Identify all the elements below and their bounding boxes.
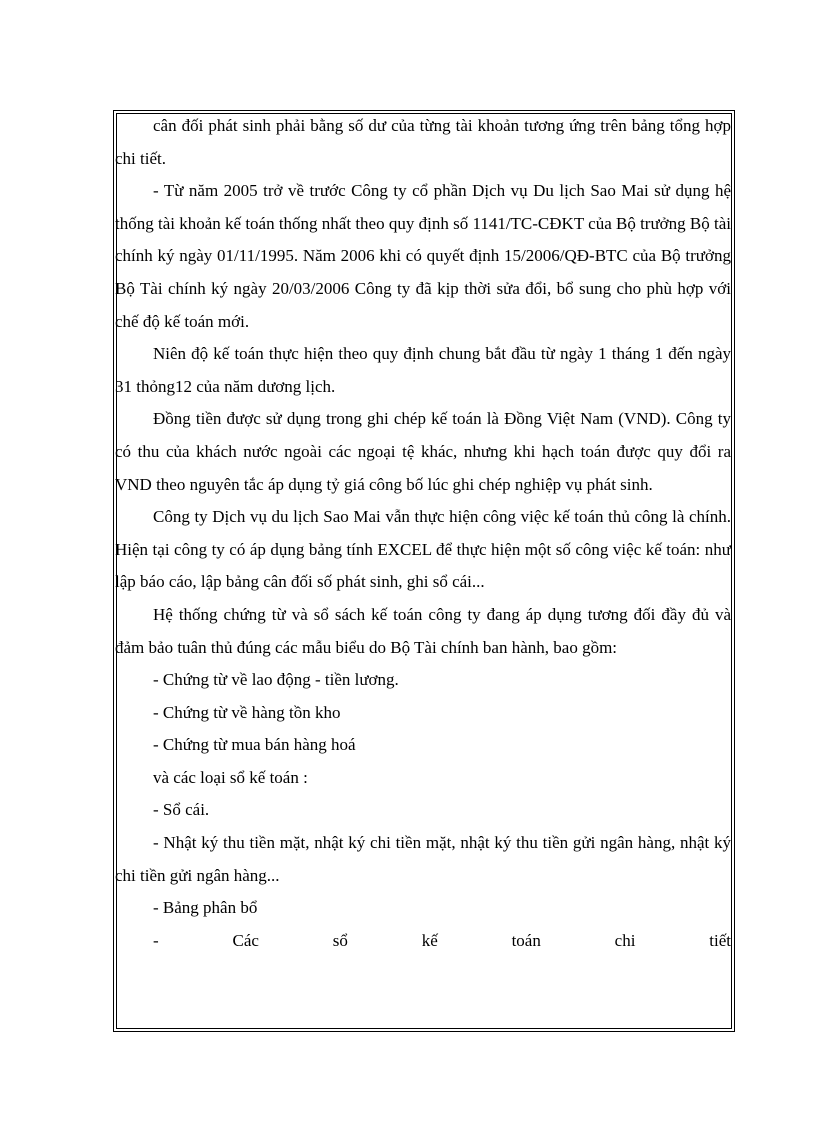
paragraph: cân đối phát sinh phải bằng số dư của từng tài khoản tương ứng trên bảng tổng hợp chi tiết. xyxy=(115,116,731,168)
list-item: - Sổ cái. xyxy=(153,800,210,820)
paragraph: Hệ thống chứng từ và sổ sách kế toán công ty đang áp dụng tương đối đầy đủ và đảm bảo tuân thủ đúng các mẫu biểu do Bộ Tài chính ban hành, bao gồm: xyxy=(115,604,731,657)
paragraph: - Từ năm 2005 trở về trước Công ty cổ phần Dịch vụ Du lịch Sao Mai sử dụng hệ thống tài khoản kế toán thống nhất theo quy định số 1141/TC-CĐKT của Bộ trưởng Bộ tài chính ký ngày 01/11/1995. Năm 2006 khi có quyết định 15/2006/QĐ-BTC của Bộ trưởng Bộ Tài chính ký ngày 20/03/2006 Công ty đã kịp thời sửa đổi, bổ sung cho phù hợp với chế độ kế toán mới. xyxy=(115,181,731,331)
list-item: - Nhật ký thu tiền mặt, nhật ký chi tiền mặt, nhật ký thu tiền gửi ngân hàng, nhật ký chi tiền gửi ngân hàng... xyxy=(115,833,731,885)
document-body xyxy=(115,110,731,957)
list-item: - Chứng từ về hàng tồn kho xyxy=(153,702,341,722)
last-line: - Các sổ kế toán chi tiết xyxy=(153,930,731,950)
list-item: - Bảng phân bổ xyxy=(153,898,258,918)
list-item: - Chứng từ về lao động - tiền lương. xyxy=(153,670,399,690)
list-item: và các loại sổ kế toán : xyxy=(153,767,308,787)
paragraph: Niên độ kế toán thực hiện theo quy định chung bắt đầu từ ngày 1 tháng 1 đến ngày 31 thỏng12 của năm dương lịch. xyxy=(115,344,731,396)
list-item: - Chứng từ mua bán hàng hoá xyxy=(153,735,356,755)
paragraph: Đồng tiền được sử dụng trong ghi chép kế toán là Đồng Việt Nam (VND). Công ty có thu của khách nước ngoài các ngoại tệ khác, nhưng khi hạch toán được quy đổi ra VND theo nguyên tắc áp dụng tỷ giá công bố lúc ghi chép nghiệp vụ phát sinh. xyxy=(115,409,731,494)
paragraph: Công ty Dịch vụ du lịch Sao Mai vẫn thực hiện công việc kế toán thủ công là chính. Hiện tại công ty có áp dụng bảng tính EXCEL để thực hiện một số công việc kế toán: như lập báo cáo, lập bảng cân đối số phát sinh, ghi sổ cái... xyxy=(115,507,731,592)
